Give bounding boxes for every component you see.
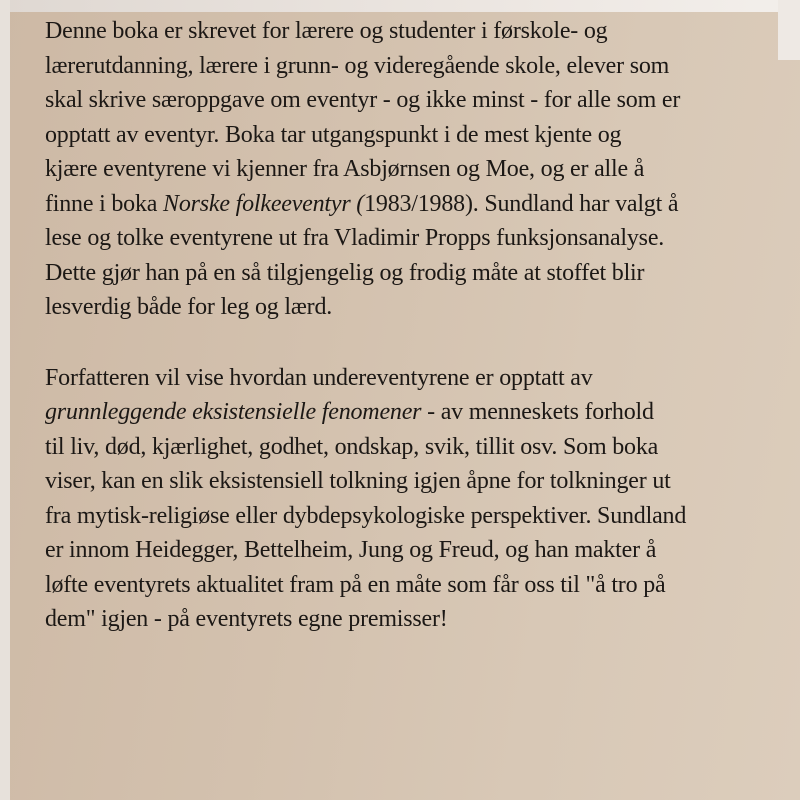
text-line: lesverdig både for leg og lærd. <box>45 294 333 320</box>
text-line: løfte eventyrets aktualitet fram på en måte som får oss til "å tro på <box>45 571 666 598</box>
text-line: Dette gjør han på en så tilgjengelig og frodig måte at stoffet blir <box>45 259 645 286</box>
emphasis-phrase: grunnleggende eksistensielle fenomener <box>45 399 422 425</box>
background-edge-left <box>0 0 10 800</box>
text-line: til liv, død, kjærlighet, godhet, ondskap, svik, tillit osv. Som boka <box>45 433 659 460</box>
text-line: lærerutdanning, lærere i grunn- og videregående skole, elever som <box>45 52 670 79</box>
blurb-text <box>45 14 780 637</box>
text-line: lese og tolke eventyrene ut fra Vladimir Propps funksjonsanalyse. <box>45 225 665 251</box>
book-title: Norske folkeeventyr ( <box>163 190 365 217</box>
paragraph-2 <box>45 361 780 637</box>
text-line: kjære eventyrene vi kjenner fra Asbjørnsen og Moe, og er alle å <box>45 156 645 182</box>
text-line: fra mytisk-religiøse eller dybdepsykologiske perspektiver. Sundland <box>45 502 687 529</box>
background-edge-right <box>778 0 800 60</box>
text-line: Denne boka er skrevet for lærere og studenter i førskole- og <box>45 18 608 44</box>
text-line: dem" igjen - på eventyrets egne premisser! <box>45 606 448 632</box>
text-line <box>45 187 780 222</box>
paragraph-1 <box>45 14 780 325</box>
text-line: opptatt av eventyr. Boka tar utgangspunkt i de mest kjente og <box>45 121 622 148</box>
text-line-end: 1983/1988). Sundland har valgt å <box>364 190 679 217</box>
text-line <box>45 395 780 430</box>
text-line: skal skrive særoppgave om eventyr - og ikke minst - for alle som er <box>45 87 681 113</box>
text-line-start: finne i boka <box>45 190 164 217</box>
text-line: er innom Heidegger, Bettelheim, Jung og Freud, og han makter å <box>45 537 657 563</box>
background-edge-top <box>0 0 800 12</box>
text-line-end: - av menneskets forhold <box>421 399 654 425</box>
text-line: viser, kan en slik eksistensiell tolkning igjen åpne for tolkninger ut <box>45 468 671 494</box>
text-line: Forfatteren vil vise hvordan undereventyrene er opptatt av <box>45 364 593 391</box>
